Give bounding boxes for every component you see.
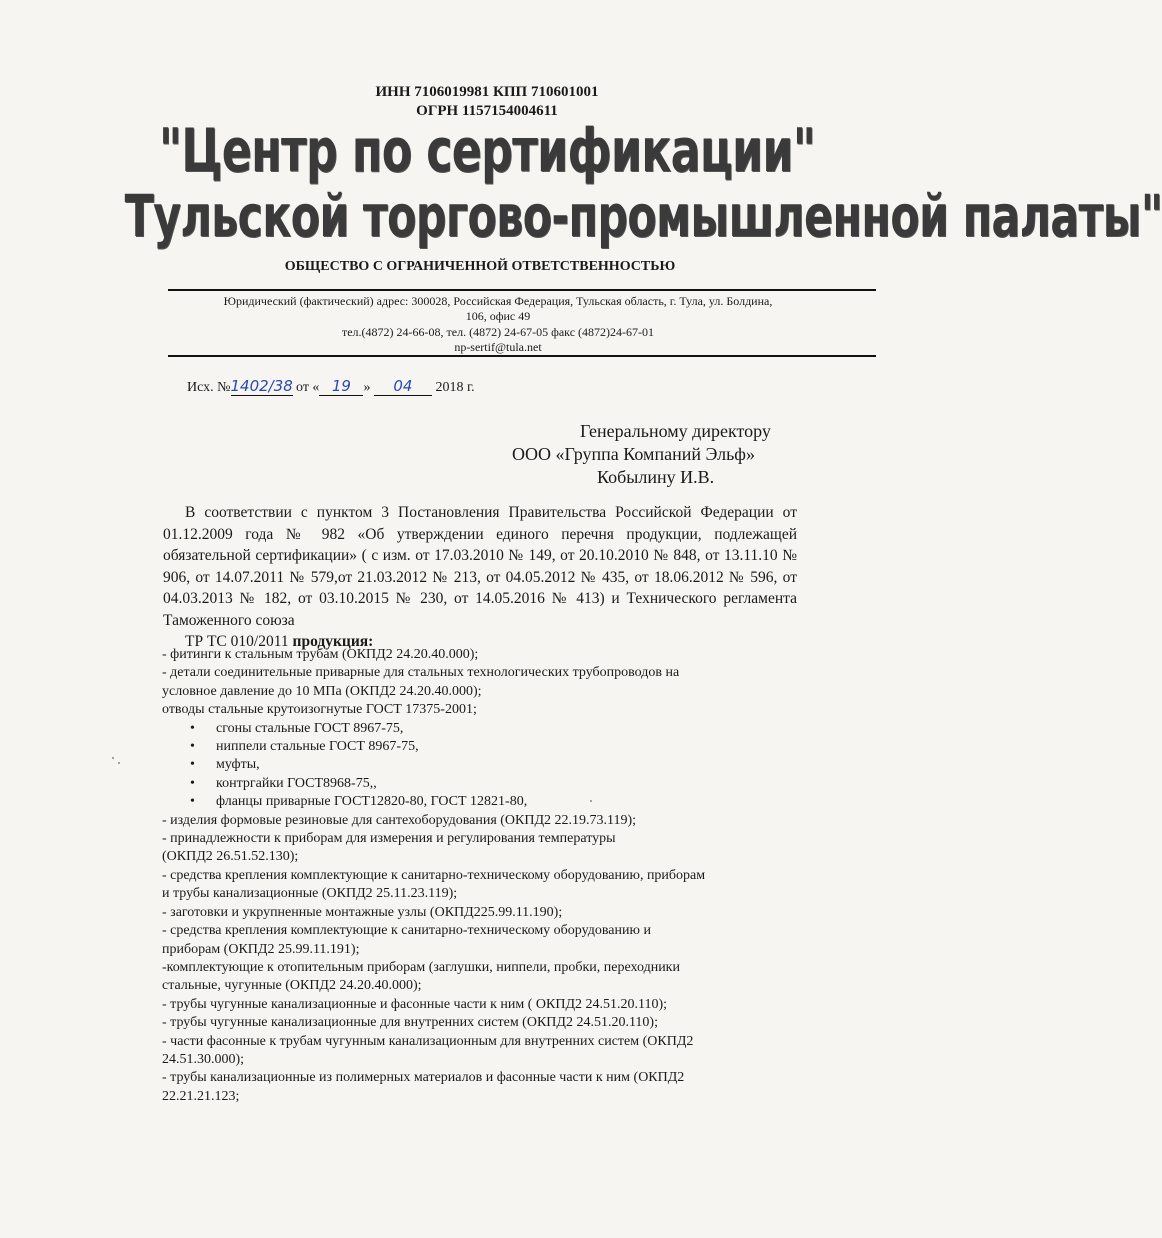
list-item: и трубы канализационные (ОКПД2 25.11.23.119); xyxy=(162,886,458,902)
bullet-icon: • xyxy=(190,757,195,773)
list-item: - трубы чугунные канализационные для внутренних систем (ОКПД2 24.51.20.110); xyxy=(162,1015,658,1031)
list-item: отводы стальные крутоизогнутые ГОСТ 17375-2001; xyxy=(162,702,477,718)
outgoing-close-quote: » xyxy=(363,380,371,395)
address-line2: 106, офис 49 xyxy=(465,309,531,323)
scan-speck xyxy=(112,757,114,759)
bullet-icon: • xyxy=(190,739,195,755)
list-item: 24.51.30.000); xyxy=(162,1051,245,1067)
bullet-icon: • xyxy=(190,775,195,791)
bullet-item: • контргайки ГОСТ8968-75,, xyxy=(162,775,842,793)
org-title-line2: Тульской торгово-промышленной палаты" xyxy=(124,182,1162,250)
bullet-icon: • xyxy=(190,720,195,736)
email: np-sertif@tula.net xyxy=(454,340,542,354)
recipient-title: Генеральному директору xyxy=(580,421,771,441)
outgoing-number: 1402/38 xyxy=(230,377,293,395)
list-item: приборам (ОКПД2 25.99.11.191); xyxy=(162,941,360,957)
outgoing-year: 2018 г. xyxy=(435,380,475,395)
tr-prefix: ТР ТС 010/2011 xyxy=(185,633,289,650)
list-item: 22.21.21.123; xyxy=(162,1088,240,1104)
outgoing-prefix: Исх. № xyxy=(187,380,231,395)
outgoing-day: 19 xyxy=(319,377,363,396)
body-paragraph: В соответствии с пунктом 3 Постановления Правительства Российской Федерации от 01.12.2009 года № 982 «Об утверждении единого перечня продукции, подлежащей обязательной сертификации» ( с изм. от 17.03.2010 № 149, от 20.10.2010 № 848, от 13.11.10 № 906, от 14.07.2011 № 579,от 21.03.2012 № 213, от 04.05.2012 № 435, от 18.06.2012 № 596, от 04.03.2013 № 182, от 03.10.2015 № 230, от 14.05.2016 № 413) и Технического регламента Таможенного союза xyxy=(163,504,797,629)
list-item: -комплектующие к отопительным приборам (заглушки, ниппели, пробки, переходники xyxy=(162,959,680,975)
scan-speck xyxy=(590,800,592,802)
bullet-item: • сгоны стальные ГОСТ 8967-75, xyxy=(162,720,842,738)
bullet-item: • ниппели стальные ГОСТ 8967-75, xyxy=(162,738,842,756)
list-item: - детали соединительные приварные для стальных технологических трубопроводов на xyxy=(162,665,680,681)
list-item: - части фасонные к трубам чугунным канализационным для внутренних систем (ОКПД2 xyxy=(162,1033,694,1049)
list-item: - принадлежности к приборам для измерения и регулирования температуры xyxy=(162,831,616,847)
header-rule-top xyxy=(168,289,876,291)
list-item: - трубы чугунные канализационные и фасонные части к ним ( ОКПД2 24.51.20.110); xyxy=(162,996,668,1012)
address-line1: Юридический (фактический) адрес: 300028, Российская Федерация, Тульская область, г. Тула, ул. Болдина, xyxy=(223,294,773,308)
bullet-item: • фланцы приварные ГОСТ12820-80, ГОСТ 12821-80, xyxy=(162,793,842,811)
inn-kpp: ИНН 7106019981 КПП 710601001 xyxy=(375,84,599,100)
recipient-company: ООО «Группа Компаний Эльф» xyxy=(512,444,755,464)
bullet-item: • муфты, xyxy=(162,756,842,774)
list-item: - средства крепления комплектующие к санитарно-техническому оборудованию и xyxy=(162,923,651,939)
list-item: стальные, чугунные (ОКПД2 24.20.40.000); xyxy=(162,978,422,994)
list-item: - заготовки и укрупненные монтажные узлы (ОКПД225.99.11.190); xyxy=(162,904,563,920)
bullet-icon: • xyxy=(190,794,195,810)
phones: тел.(4872) 24-66-08, тел. (4872) 24-67-05 факс (4872)24-67-01 xyxy=(341,325,655,339)
legal-form: ОБЩЕСТВО С ОГРАНИЧЕННОЙ ОТВЕТСТВЕННОСТЬЮ xyxy=(284,259,676,274)
product-list xyxy=(162,646,842,1106)
ogrn: ОГРН 1157154004611 xyxy=(416,103,558,119)
outgoing-from: от « xyxy=(296,380,320,395)
list-item: - фитинги к стальным трубам (ОКПД2 24.20.40.000); xyxy=(162,647,479,662)
list-item: - трубы канализационные из полимерных материалов и фасонные части к ним (ОКПД2 xyxy=(162,1070,685,1086)
list-item: условное давление до 10 МПа (ОКПД2 24.20.40.000); xyxy=(162,683,482,699)
outgoing-month: 04 xyxy=(374,377,432,396)
header-rule-bottom xyxy=(168,355,876,357)
list-item: (ОКПД2 26.51.52.130); xyxy=(162,849,299,865)
outgoing-reference xyxy=(187,377,475,396)
tr-bold: продукция: xyxy=(292,633,374,650)
list-item: - изделия формовые резиновые для сантехоборудования (ОКПД2 22.19.73.119); xyxy=(162,812,637,828)
letter-body xyxy=(163,502,797,653)
org-title-line1: "Центр по сертификации" xyxy=(158,116,816,186)
list-item: - средства крепления комплектующие к санитарно-техническому оборудованию, приборам xyxy=(162,867,706,883)
scan-speck xyxy=(118,762,120,764)
recipient-name: Кобылину И.В. xyxy=(597,467,715,487)
